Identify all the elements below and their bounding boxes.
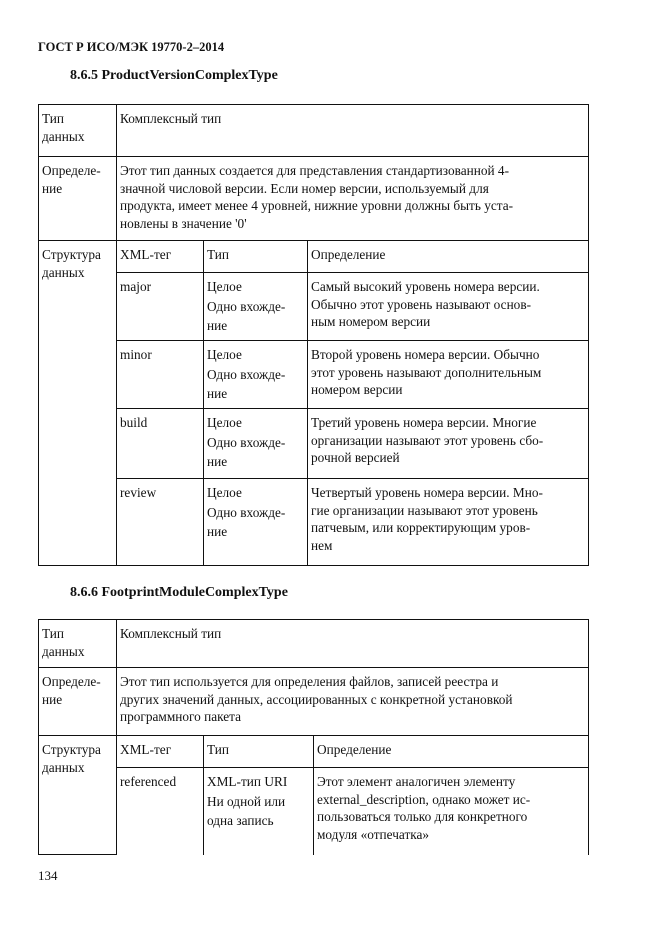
definition-value-cell: Этот тип используется для определения файлов, записей реестра и других значений данных, ассоциированных с конкретной установкой программного пакета [117,668,589,736]
column-header-tag: XML-тег [117,241,204,273]
table-row: review Целое Одно вхожде- ние Четвертый уровень номера версии. Мно- гие организации называют этот уровень патчевым, или корректирующим уров- нем [39,479,589,566]
datatype-label-cell: Тип данных [39,620,117,668]
definition-label-cell: Определе- ние [39,668,117,736]
column-header-definition: Определение [308,241,589,273]
footprint-module-table [38,619,589,855]
structure-label-cell: Структура данных [39,241,117,566]
table-row: build Целое Одно вхожде- ние Третий уровень номера версии. Многие организации называют этот уровень сбо- рочной версией [39,409,589,479]
column-header-type: Тип [204,736,314,768]
page-number: 134 [38,868,58,883]
definition-value-cell: Этот тип данных создается для представления стандартизованной 4- значной числовой версии. Если номер версии, используемый для продукта, имеет менее 4 уровней, нижние уровни должны быть уста- новлены в значение '0' [117,157,589,241]
column-header-tag: XML-тег [117,736,204,768]
datatype-value-cell: Комплексный тип [117,620,589,668]
column-header-type: Тип [204,241,308,273]
section-heading: 8.6.6 FootprintModuleComplexType [70,585,288,600]
section-heading: 8.6.5 ProductVersionComplexType [70,68,278,83]
definition-label-cell: Определе- ние [39,157,117,241]
column-header-definition: Определение [314,736,589,768]
product-version-table [38,104,589,566]
structure-label-cell: Структура данных [39,736,117,855]
table-row: minor Целое Одно вхожде- ние Второй уровень номера версии. Обычно этот уровень называют дополнительным номером версии [39,341,589,409]
datatype-value-cell: Комплексный тип [117,105,589,157]
table-row: referenced XML-тип URI Ни одной или одна запись Этот элемент аналогичен элементу external_description, однако может ис- пользоваться только для конкретного модуля «отпечатка» [39,768,589,855]
document-header: ГОСТ Р ИСО/МЭК 19770-2–2014 [38,40,225,54]
datatype-label-cell: Тип данных [39,105,117,157]
table-row: major Целое Одно вхожде- ние Самый высокий уровень номера версии. Обычно этот уровень называют основ- ным номером версии [39,273,589,341]
